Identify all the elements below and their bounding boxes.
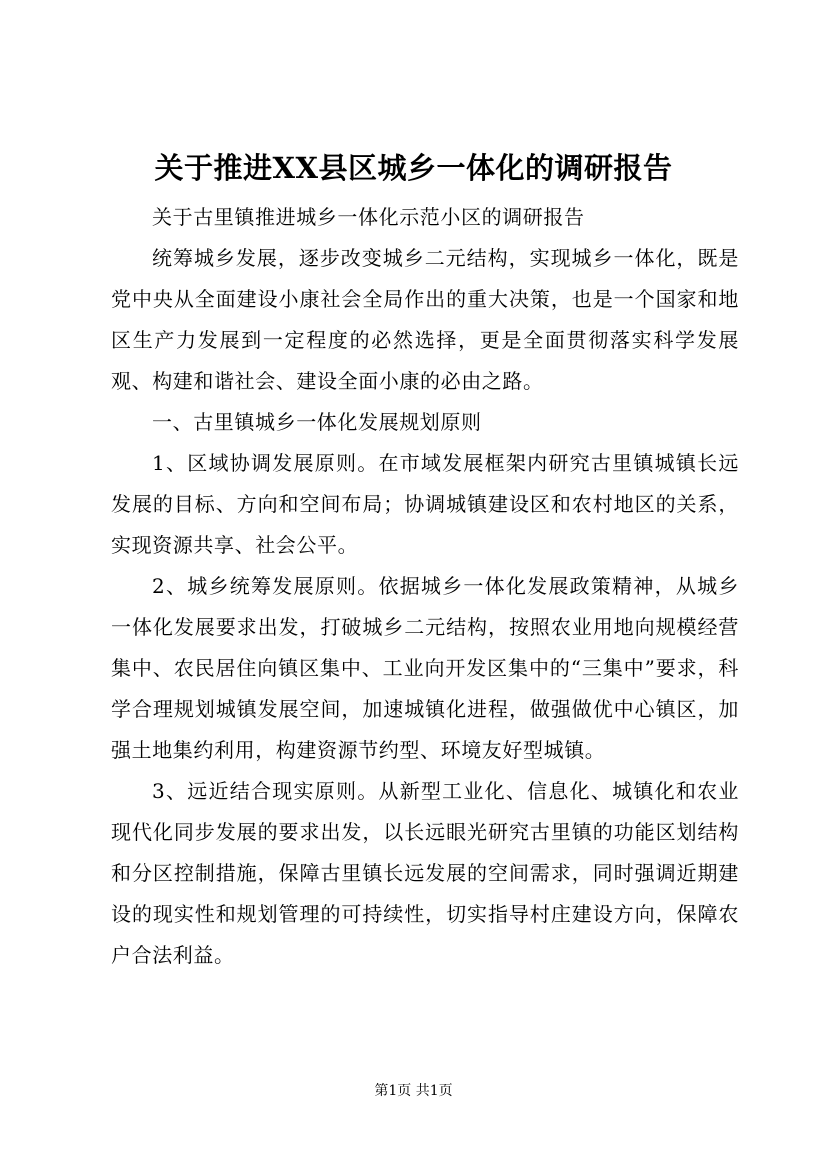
subtitle-paragraph: 关于古里镇推进城乡一体化示范小区的调研报告 — [152, 205, 585, 229]
document-body — [111, 197, 739, 976]
document-title: 关于推进XX县区城乡一体化的调研报告 — [154, 151, 673, 185]
principle-paragraph-3: 3、远近结合现实原则。从新型工业化、信息化、城镇化和农业现代化同步发展的要求出发，以长远眼光研究古里镇的功能区划结构和分区控制措施，保障古里镇长远发展的空间需求，同时强调近期建设的现实性和规划管理的可持续性，切实指导村庄建设方向，保障农户合法利益。 — [111, 779, 739, 967]
page-number-footer: 第1页 共1页 — [374, 1083, 453, 1099]
section-heading: 一、古里镇城乡一体化发展规划原则 — [152, 410, 482, 434]
intro-paragraph: 统筹城乡发展，逐步改变城乡二元结构，实现城乡一体化，既是党中央从全面建设小康社会全局作出的重大决策，也是一个国家和地区生产力发展到一定程度的必然选择，更是全面贯彻落实科学发展观、构建和谐社会、建设全面小康的必由之路。 — [111, 246, 739, 393]
principle-paragraph-1: 1、区域协调发展原则。在市域发展框架内研究古里镇城镇长远发展的目标、方向和空间布局；协调城镇建设区和农村地区的关系，实现资源共享、社会公平。 — [111, 451, 739, 557]
principle-paragraph-2: 2、城乡统筹发展原则。依据城乡一体化发展政策精神，从城乡一体化发展要求出发，打破城乡二元结构，按照农业用地向规模经营集中、农民居住向镇区集中、工业向开发区集中的“三集中”要求，科学合理规划城镇发展空间，加速城镇化进程，做强做优中心镇区，加强土地集约利用，构建资源节约型、环境友好型城镇。 — [111, 574, 739, 762]
